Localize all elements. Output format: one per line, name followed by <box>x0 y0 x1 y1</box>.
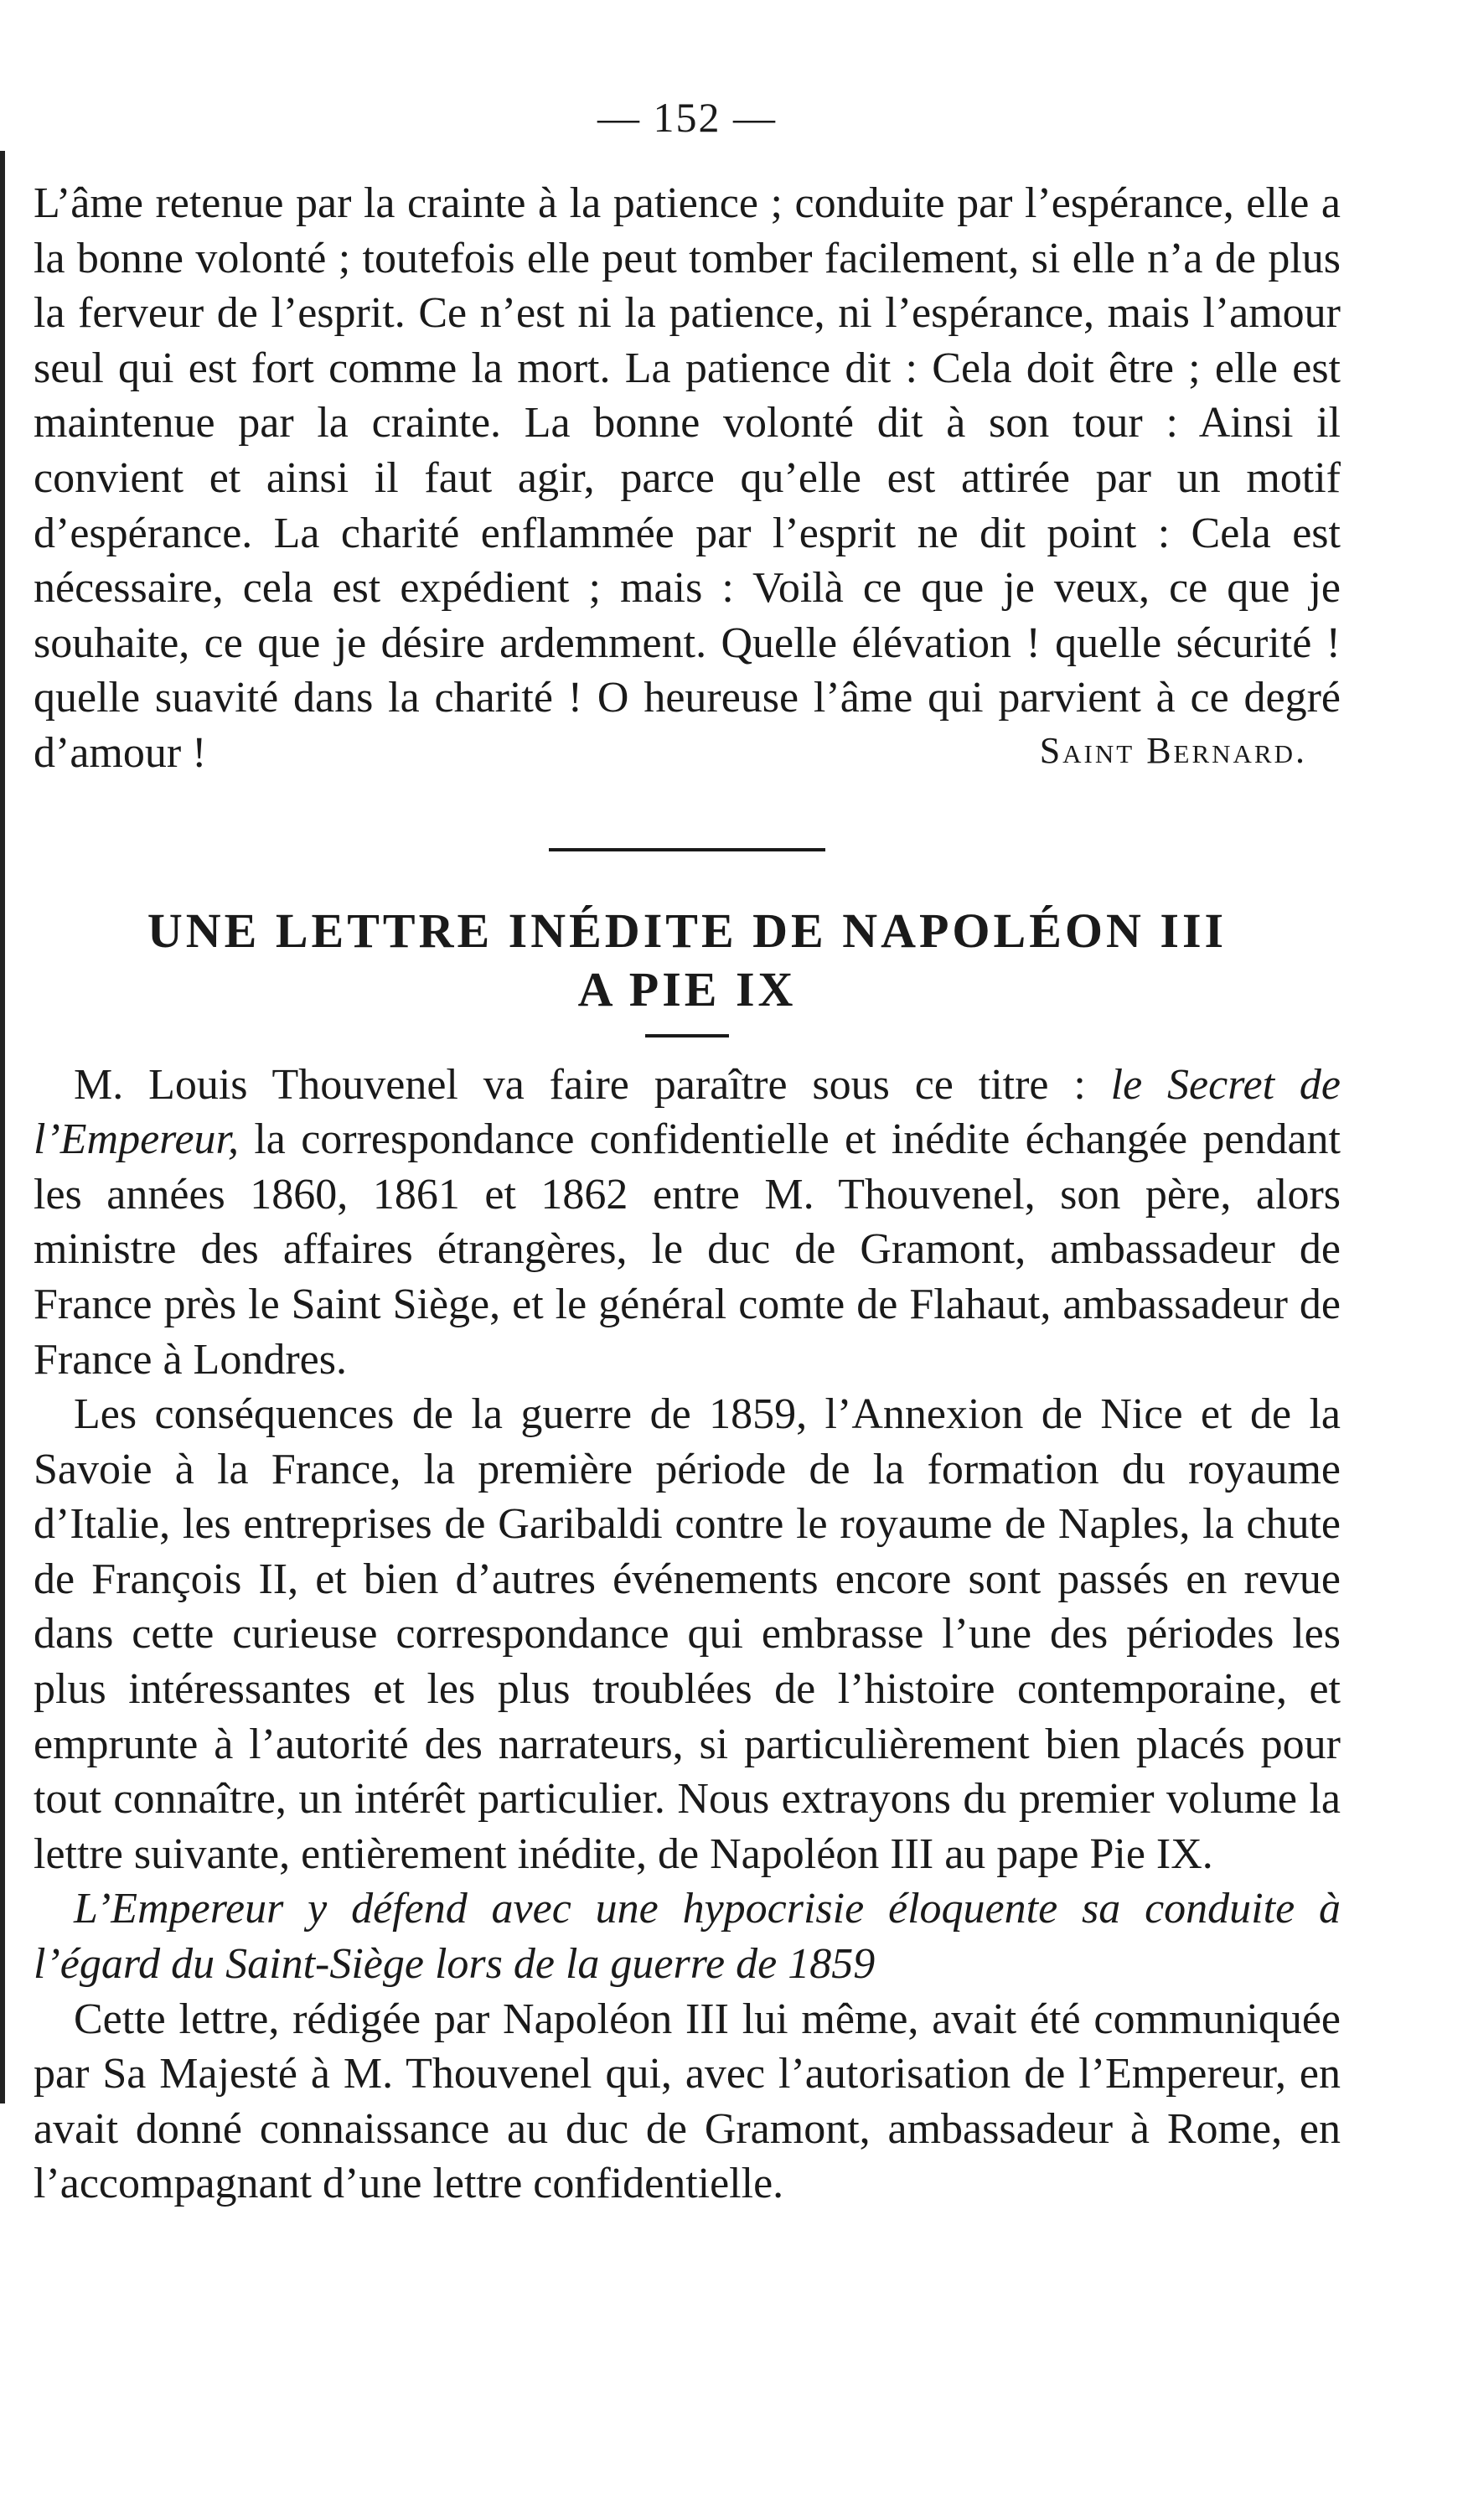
page <box>34 92 1341 2212</box>
article-heading-line1: UNE LETTRE INÉDITE DE NAPOLÉON III <box>147 903 1228 958</box>
quote-author: Saint Bernard. <box>1039 729 1307 771</box>
left-margin-rule <box>0 151 5 2103</box>
article-heading-line2: A PIE IX <box>577 961 797 1017</box>
article-paragraph-2: Les conséquences de la guerre de 1859, l’Annexion de Nice et de la Savoie à la France, la première période de la formation du royaume d’Italie, les entreprises de Garibaldi contre le royaume de Naples, la chute de François II, et bien d’autres événements encore sont passés en revue dans cette curieuse correspondance qui embrasse l’une des périodes les plus intéressantes et les plus troublées de l’histoire contemporaine, et emprunte à l’autorité des narrateurs, si particulièrement bien placés pour tout connaître, un intérêt particulier. Nous extrayons du premier volume la lettre suivante, entièrement inédite, de Napoléon III au pape Pie IX. <box>34 1390 1341 1878</box>
article-paragraph-1-end: la correspondance confidentielle et inédite échangée pendant les années 1860, 1861 et 1862 entre M. Thouvenel, son père, alors ministre des affaires étrangères, le duc de Gramont, ambassadeur de France près le Saint Siège, et le général comte de Flahaut, ambassadeur de France à Londres. <box>34 1115 1341 1384</box>
heading-divider <box>645 1034 729 1037</box>
section-divider <box>549 848 825 851</box>
article-paragraph-1 <box>34 1058 1341 1388</box>
article-paragraph-4: Cette lettre, rédigée par Napoléon III lui même, avait été communiquée par Sa Majesté à M. Thouvenel qui, avec l’autorisation de l’Empereur, en avait donné connaissance au duc de Gramont, ambassadeur à Rome, en l’accompagnant d’une lettre confidentielle. <box>34 1995 1341 2208</box>
page-number: — 152 — <box>597 94 777 141</box>
book-title: le Secret de l’Empereur, <box>34 1060 1341 1164</box>
article-paragraph-1-start: M. Louis Thouvenel va faire paraître sous ce titre : <box>74 1060 1111 1109</box>
quote-paragraph: L’âme retenue par la crainte à la patience ; conduite par l’espérance, elle a la bonne volonté ; toutefois elle peut tomber facilement, si elle n’a de plus la ferveur de l’esprit. Ce n’est ni la patience, ni l’espérance, mais l’amour seul qui est fort comme la mort. La patience dit : Cela doit être ; elle est maintenue par la crainte. La bonne volonté dit à son tour : Ainsi il convient et ainsi il faut agir, parce qu’elle est attirée par un motif d’espérance. La charité enflammée par l’esprit ne dit point : Cela est nécessaire, cela est expédient ; mais : Voilà ce que je veux, ce que je souhaite, ce que je désire ardemment. Quelle élévation ! quelle sécurité ! quelle suavité dans la charité ! O heureuse l’âme qui parvient à ce degré d’amour ! <box>34 179 1341 777</box>
article-paragraph-3: L’Empereur y défend avec une hypocrisie éloquente sa conduite à l’égard du Saint-Siège lors de la guerre de 1859 <box>34 1885 1341 1989</box>
